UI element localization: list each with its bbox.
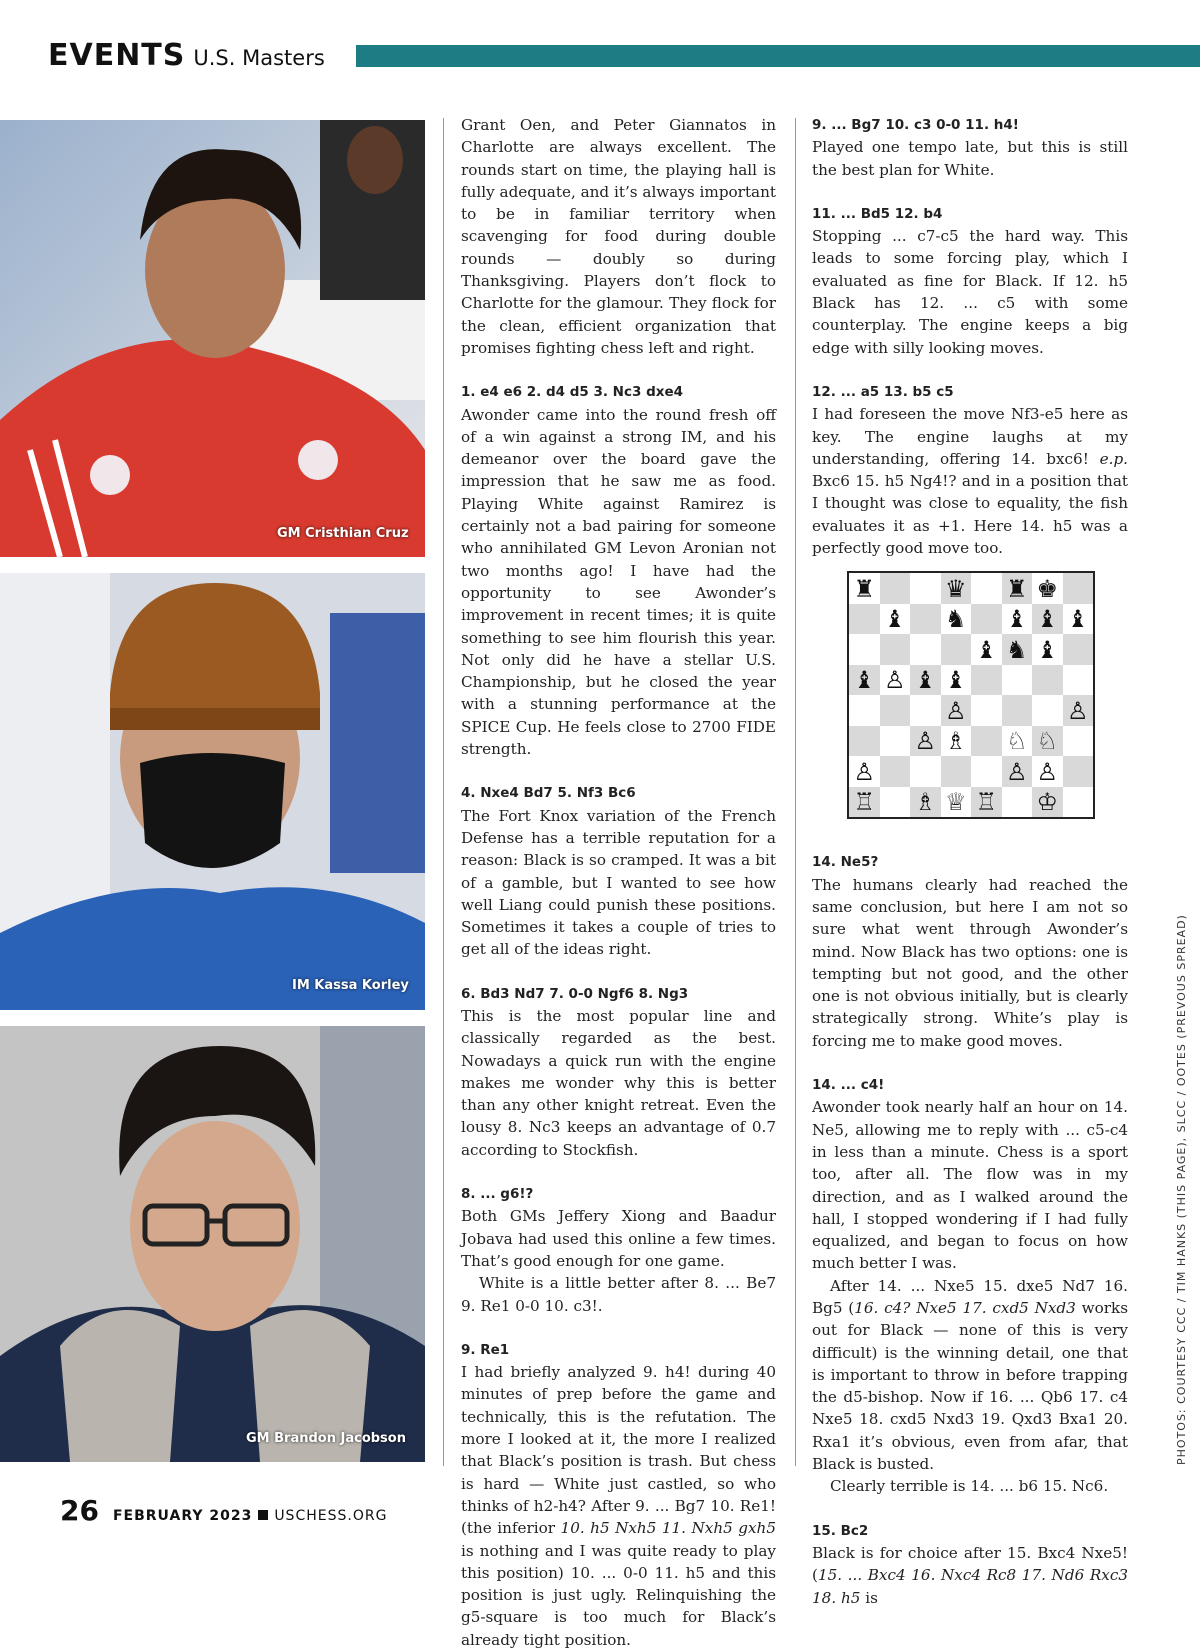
board-square: ♝ [849,665,880,696]
board-square: ♙ [910,726,941,757]
board-square: ♜ [1002,573,1033,604]
photo-caption: IM Kassa Korley [292,978,409,993]
board-square: ♝ [971,634,1002,665]
separator-square [258,1510,268,1520]
board-square [941,634,972,665]
move-heading: 1. e4 e6 2. d4 d5 3. Nc3 dxe4 [461,384,683,401]
board-square [1063,726,1094,757]
board-square: ♞ [941,604,972,635]
chess-diagram [847,571,1095,819]
section-header [48,38,325,78]
board-square [1032,695,1063,726]
board-square: ♗ [941,726,972,757]
board-square: ♝ [1002,604,1033,635]
board-square: ♝ [1032,604,1063,635]
board-square: ♔ [1032,787,1063,818]
body-paragraph: After 14. ... Nxe5 15. dxe5 Nd7 16. Bg5 (16. c4? Nxe5 17. cxd5 Nxd3 works out for Black — none of this is very difficult) is the winning detail, one that is important to throw in before trapping the d5-bishop. Now if 16. ... Qb6 17. c4 Nxe5 18. cxd5 Nxd3 19. Qxd3 Bxa1 20. Rxa1 it’s obvious, even from afar, that Black is busted. [812,1276,1128,1474]
board-square: ♘ [1032,726,1063,757]
board-square: ♝ [1063,604,1094,635]
photo-caption: GM Brandon Jacobson [246,1431,406,1446]
photo-cruz [0,120,425,557]
board-square: ♗ [910,787,941,818]
board-square [1002,695,1033,726]
board-square [971,726,1002,757]
board-square [880,756,911,787]
site-name: USCHESS.ORG [274,1508,388,1524]
board-square [1063,787,1094,818]
body-paragraph: The humans clearly had reached the same conclusion, but here I am not so sure what went through Awonder’s mind. Now Black has two options: one is tempting but not good, and the other one is not obvious initially, but is clearly strategically strong. White’s play is forcing me to make good moves. [812,875,1128,1050]
move-heading: 14. ... c4! [812,1077,885,1094]
move-heading: 14. Ne5? [812,854,879,871]
body-paragraph: I had briefly analyzed 9. h4! during 40 minutes of prep before the game and technically, this is the refutation. The more I looked at it, the more I realized that Black’s position is trash. But chess is hard — White just castled, so who thinks of h2-h4? After 9. ... Bg7 10. Re1! (the inferior 10. h5 Nxh5 11. Nxh5 gxh5 is nothing and I was quite ready to play this position) 10. ... 0-0 11. h5 and this position is just ugly. Relinquishing the g5-square is too much for Black’s already tight position. [461,1363,776,1649]
board-square [971,604,1002,635]
board-square: ♞ [1002,634,1033,665]
board-square [910,756,941,787]
move-heading: 9. Re1 [461,1341,510,1358]
board-square: ♜ [849,573,880,604]
board-square: ♙ [849,756,880,787]
body-paragraph: The Fort Knox variation of the French Defense has a terrible reputation for a reason: Black is so cramped. It was a bit of a gamble, but I wanted to see how well Liang could punish these positions. Sometimes it takes a couple of tries to get all of the ideas right. [461,806,776,959]
board-square: ♙ [880,665,911,696]
page-footer [60,1494,387,1527]
body-paragraph: Played one tempo late, but this is still the best plan for White. [812,138,1128,179]
board-square [910,695,941,726]
section-title: EVENTS [48,38,186,73]
board-square [849,695,880,726]
board-square [880,634,911,665]
board-square: ♝ [910,665,941,696]
body-paragraph: Grant Oen, and Peter Giannatos in Charlotte are always excellent. The rounds start on time, the playing hall is fully adequate, and it’s always important to be in familiar territory when scavenging for food during double rounds — doubly so during Thanksgiving. Players don’t flock to Charlotte for the glamour. They flock for the clean, efficient organization that promises fighting chess left and right. [461,116,776,357]
board-square [910,573,941,604]
board-square: ♝ [941,665,972,696]
photo-credit: PHOTOS: COURTESY CCC / TIM HANKS (THIS PAGE), SLCC / OOTES (PREVOUS SPREAD) [1175,914,1188,1465]
board-square [971,573,1002,604]
section-subtitle: U.S. Masters [193,46,325,70]
board-square [1063,665,1094,696]
move-heading: 15. Bc2 [812,1522,869,1539]
board-square [910,634,941,665]
board-square [1032,665,1063,696]
board-square: ♙ [941,695,972,726]
board-square: ♘ [1002,726,1033,757]
body-paragraph: This is the most popular line and classically regarded as the best. Nowadays a quick run with the engine makes me wonder why this is better than any other knight retreat. Even the lousy 8. Nc3 keeps an advantage of 0.7 according to Stockfish. [461,1006,776,1159]
board-square [971,695,1002,726]
board-square [941,756,972,787]
board-square [1063,756,1094,787]
board-square: ♙ [1032,756,1063,787]
body-paragraph: Stopping ... c7-c5 the hard way. This leads to some forcing play, which I evaluated as fine for Black. If 12. h5 Black has 12. ... c5 with some counterplay. The engine keeps a big edge with silly looking moves. [812,227,1128,357]
board-square: ♝ [1032,634,1063,665]
board-square: ♙ [1002,756,1033,787]
board-square [880,787,911,818]
photo-korley [0,573,425,1010]
body-paragraph: Both GMs Jeffery Xiong and Baadur Jobava had used this online a few times. That’s good enough for one game. [461,1207,776,1270]
article-column-2 [812,114,1128,1609]
move-heading: 8. ... g6!? [461,1186,534,1203]
board-square: ♖ [849,787,880,818]
move-heading: 9. ... Bg7 10. c3 0-0 11. h4! [812,117,1019,133]
body-paragraph: Clearly terrible is 14. ... b6 15. Nc6. [830,1477,1109,1496]
board-square: ♛ [941,573,972,604]
board-square [849,726,880,757]
body-paragraph: White is a little better after 8. ... Be7 9. Re1 0-0 10. c3!. [461,1274,776,1315]
board-square [910,604,941,635]
board-square: ♕ [941,787,972,818]
board-square [971,665,1002,696]
board-square [849,634,880,665]
page-number: 26 [60,1494,99,1527]
header-accent-bar [356,45,1200,67]
board-square: ♝ [880,604,911,635]
photo-jacobson [0,1026,425,1462]
board-square [1063,573,1094,604]
board-square [1063,634,1094,665]
board-square [971,756,1002,787]
board-square [1002,787,1033,818]
column-rule-right [795,118,796,1466]
issue-date: FEBRUARY 2023 [112,1508,253,1524]
photo-caption: GM Cristhian Cruz [277,526,409,541]
move-heading: 6. Bd3 Nd7 7. 0-0 Ngf6 8. Ng3 [461,985,689,1002]
body-paragraph: Awonder came into the round fresh off of a win against a strong IM, and his demeanor over the board gave the impression that he saw me as food. Playing White against Ramirez is certainly not a bad pairing for someone who annihilated GM Levon Aronian not two months ago! I have had the opportunity to see Awonder’s improvement in recent times; it is quite something to see him flourish this year. Not only did he have a stellar U.S. Championship, but he closed the year with a stunning performance at the SPICE Cup. He feels close to 2700 FIDE strength. [461,405,776,759]
board-square [1002,665,1033,696]
column-rule-left [443,118,444,1466]
article-column-1 [461,114,776,1651]
board-square [880,726,911,757]
board-square [880,695,911,726]
board-square: ♖ [971,787,1002,818]
board-square [849,604,880,635]
board-square: ♙ [1063,695,1094,726]
board-square [880,573,911,604]
move-heading: 4. Nxe4 Bd7 5. Nf3 Bc6 [461,785,636,802]
move-heading: 11. ... Bd5 12. b4 [812,205,943,222]
body-paragraph: Black is for choice after 15. Bxc4 Nxe5! (15. ... Bxc4 16. Nxc4 Rc8 17. Nd6 Rxc3 18. h5 is [812,1543,1128,1607]
board-square: ♚ [1032,573,1063,604]
move-heading: 12. ... a5 13. b5 c5 [812,383,954,400]
body-paragraph: I had foreseen the move Nf3-e5 here as key. The engine laughs at my understanding, offering 14. bxc6! e.p. Bxc6 15. h5 Ng4!? and in a position that I thought was close to equality, the fish evaluates it as +1. Here 14. h5 was a perfectly good move too. [812,405,1128,558]
body-paragraph: Awonder took nearly half an hour on 14. Ne5, allowing me to reply with ... c5-c4 in less than a minute. Chess is a sport too, after all. The flow was in my direction, and as I walked around the hall, I stopped wondering if I had fully equalized, and began to focus on how much better I was. [812,1098,1128,1273]
